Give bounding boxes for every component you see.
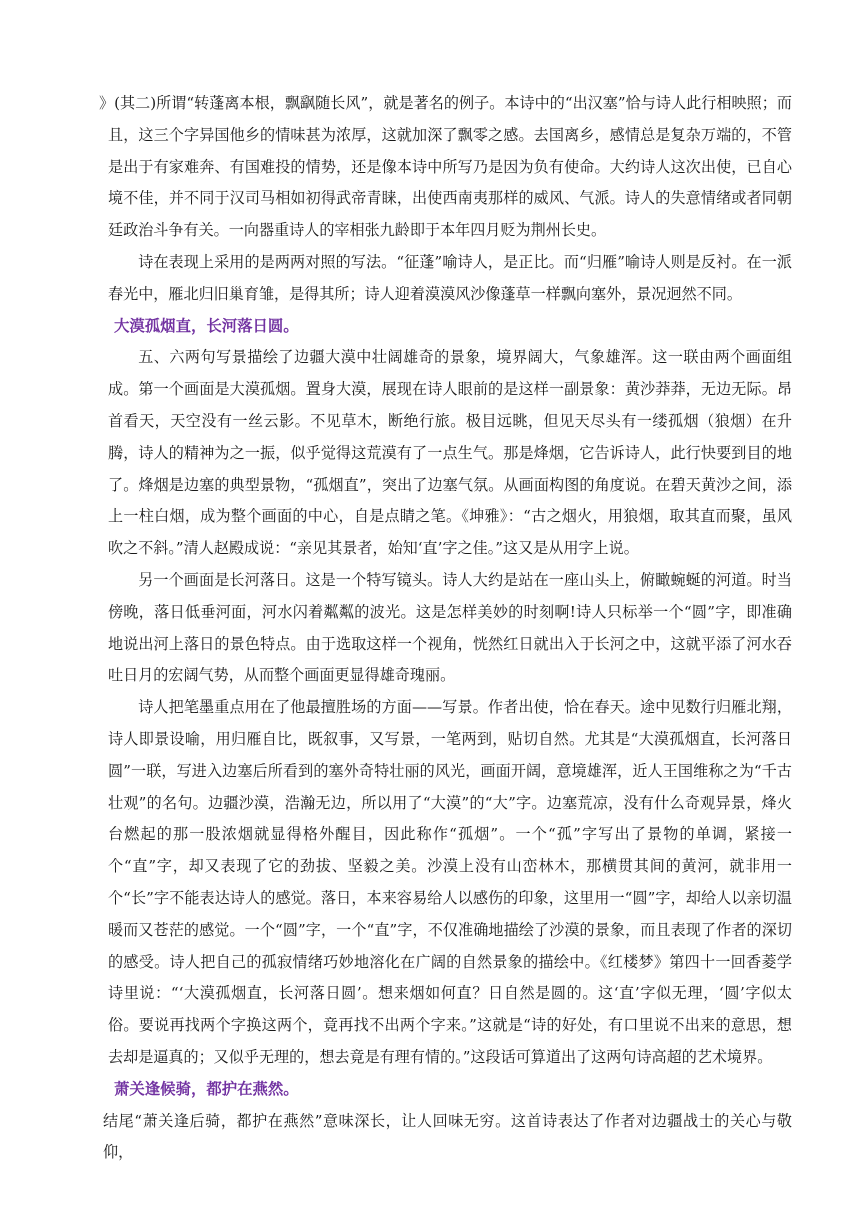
- paragraph-contrast-technique: 诗在表现上采用的是两两对照的写法。“征蓬”喻诗人，是正比。而“归雁”喻诗人则是反衬。在一派春光中，雁北归旧巢育雏，是得其所；诗人迎着漠漠风沙像蓬草一样飘向塞外，景况迥然不同。: [108, 252, 792, 303]
- paragraph-lines-five-six: 五、六两句写景描绘了边疆大漠中壮阔雄奇的景象，境界阔大，气象雄浑。这一联由两个画面组成。第一个画面是大漠孤烟。置身大漠，展现在诗人眼前的是这样一副景象：黄沙莽莽，无边无际。昂首看天，天空没有一丝云影。不见草木，断绝行旅。极目远眺，但见天尽头有一缕孤烟（狼烟）在升腾，诗人的精神为之一振，似乎觉得这荒漠有了一点生气。那是烽烟，它告诉诗人，此行快要到目的地了。烽烟是边塞的典型景物，“孤烟直”，突出了边塞气氛。从画面构图的角度说。在碧天黄沙之间，添上一柱白烟，成为整个画面的中心，自是点睛之笔。《坤雅》：“古之烟火，用狼烟，取其直而聚，虽风吹之不斜。”清人赵殿成说：“亲见其景者，始知‘直’字之佳。”这又是从用字上说。: [108, 348, 792, 558]
- section-heading-xiaoguan: 萧关逢候骑，都护在燕然。: [114, 1079, 299, 1098]
- section-heading-desert-smoke: 大漠孤烟直，长河落日圆。: [114, 316, 299, 335]
- paragraph-continuation: 》(其二)所谓“转蓬离本根，飘飖随长风”，就是著名的例子。本诗中的“出汉塞”恰与诗人此行相映照；而且，这三个字异国他乡的情味甚为浓厚，这就加深了飘零之感。去国离乡，感情总是复杂万端的，不管是出于有家难奔、有国难投的情势，还是像本诗中所写乃是因为负有使命。大约诗人这次出使，已自心境不佳，并不同于汉司马相如初得武帝青睐，出使西南夷那样的威风、气派。诗人的失意情绪或者同朝廷政治斗争有关。一向器重诗人的宰相张九龄即于本年四月贬为荆州长史。: [98, 94, 792, 240]
- paragraph-long-river-sunset: 另一个画面是长河落日。这是一个特写镜头。诗人大约是站在一座山头上，俯瞰蜿蜒的河道。时当傍晚，落日低垂河面，河水闪着粼粼的波光。这是怎样美妙的时刻啊!诗人只标举一个“圆”字，即准确地说出河上落日的景色特点。由于选取这样一个视角，恍然红日就出入于长河之中，这就平添了河水吞吐日月的宏阔气势，从而整个画面更显得雄奇瑰丽。: [108, 570, 792, 685]
- paragraph-scenery-writing: 诗人把笔墨重点用在了他最擅胜场的方面——写景。作者出使，恰在春天。途中见数行归雁北翔，诗人即景设喻，用归雁自比，既叙事，又写景，一笔两到，贴切自然。尤其是“大漠孤烟直，长河落日圆”一联，写进入边塞后所看到的塞外奇特壮丽的风光，画面开阔，意境雄浑，近人王国维称之为“千古壮观”的名句。边疆沙漠，浩瀚无边，所以用了“大漠”的“大”字。边塞荒凉，没有什么奇观异景，烽火台燃起的那一股浓烟就显得格外醒目，因此称作“孤烟”。一个“孤”字写出了景物的单调，紧接一个“直”字，却又表现了它的劲拔、坚毅之美。沙漠上没有山峦林木，那横贯其间的黄河，就非用一个“长”字不能表达诗人的感觉。落日，本来容易给人以感伤的印象，这里用一“圆”字，却给人以亲切温暖而又苍茫的感觉。一个“圆”字，一个“直”字，不仅准确地描绘了沙漠的景象，而且表现了作者的深切的感受。诗人把自己的孤寂情绪巧妙地溶化在广阔的自然景象的描绘中。《红楼梦》第四十一回香菱学诗里说：“‘大漠孤烟直，长河落日圆’。想来烟如何直？日自然是圆的。这‘直’字似无理，‘圆’字似太俗。要说再找两个字换这两个，竟再找不出两个字来。”这就是“诗的好处，有口里说不出来的意思，想去却是逼真的；又似乎无理的，想去竟是有理有情的。”这段话可算道出了这两句诗高超的艺术境界。: [108, 698, 792, 1066]
- paragraph-ending: 结尾“萧关逢后骑，都护在燕然”意味深长，让人回味无穷。这首诗表达了作者对边疆战士的关心与敬仰，: [103, 1111, 792, 1162]
